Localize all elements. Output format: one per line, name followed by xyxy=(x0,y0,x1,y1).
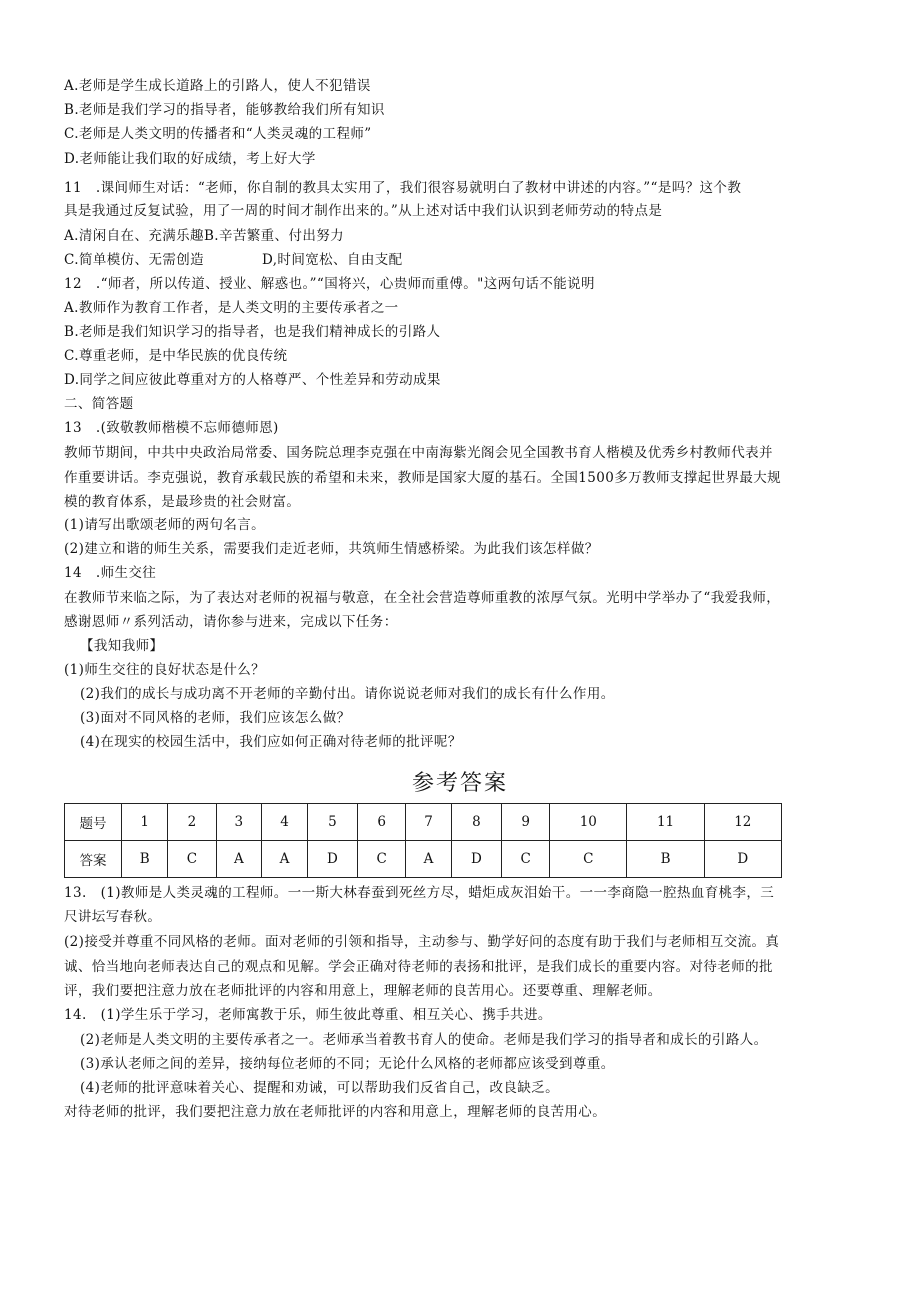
q12-option-a: A.教师作为教育工作者，是人类文明的主要传承者之一 xyxy=(64,300,399,316)
answer-cell: C xyxy=(168,841,216,878)
a14-p3: (3)承认老师之间的差异，接纳每位老师的不同；无论什么风格的老师都应该受到尊重。 xyxy=(80,1056,615,1072)
q14-sub2: (2)我们的成长与成功离不开老师的辛勤付出。请你说说老师对我们的成长有什么作用。 xyxy=(80,686,615,702)
answer-table-row-label: 题号 xyxy=(65,804,122,841)
answer-cell: D xyxy=(704,841,781,878)
q14-section-label: 【我知我师】 xyxy=(80,638,164,654)
a13-p1-line2: 尺讲坛写春秋。 xyxy=(64,909,162,925)
answer-cell: C xyxy=(358,841,406,878)
answer-table-row-label: 答案 xyxy=(65,841,122,878)
q10-option-b: B.老师是我们学习的指导者，能够教给我们所有知识 xyxy=(64,102,385,118)
question-number-cell: 2 xyxy=(168,804,216,841)
answer-cell: D xyxy=(451,841,501,878)
a14-p5: 对待老师的批评，我们要把注意力放在老师批评的内容和用意上，理解老师的良苦用心。 xyxy=(64,1104,607,1120)
question-number-cell: 10 xyxy=(550,804,627,841)
q12-option-d: D.同学之间应彼此尊重对方的人格尊严、个性差异和劳动成果 xyxy=(64,372,441,388)
q14-sub3: (3)面对不同风格的老师，我们应该怎么做？ xyxy=(80,710,351,726)
q11-stem-line1: 11 .课间师生对话：“老师，你自制的教具太实用了，我们很容易就明白了教材中讲述的内容。”“是吗？这个教 xyxy=(64,180,742,196)
q14-body-line2: 感谢恩师〃系列活动，请你参与进来，完成以下任务： xyxy=(64,614,398,630)
q13-body-line1: 教师节期间，中共中央政治局常委、国务院总理李克强在中南海紫光阁会见全国教书育人楷模及优秀乡村教师代表并 xyxy=(64,445,773,461)
q10-option-c: C.老师是人类文明的传播者和“人类灵魂的工程师” xyxy=(64,126,372,142)
q13-heading: 13 .(致敬教师楷模不忘师德师恩) xyxy=(64,420,279,436)
q11-options-ab: A.清闲自在、充满乐趣B.辛苦繁重、付出努力 xyxy=(64,228,345,244)
question-number-cell: 12 xyxy=(704,804,781,841)
a13-p2-line3: 评，我们要把注意力放在老师批评的内容和用意上，理解老师的良苦用心。还要尊重、理解老师。 xyxy=(64,983,662,999)
q10-option-d: D.老师能让我们取的好成绩，考上好大学 xyxy=(64,151,316,167)
question-number-cell: 9 xyxy=(502,804,550,841)
answer-cell: C xyxy=(550,841,627,878)
answer-cell: C xyxy=(502,841,550,878)
question-number-cell: 11 xyxy=(627,804,704,841)
q12-option-c: C.尊重老师，是中华民族的优良传统 xyxy=(64,348,288,364)
q14-sub1: (1)师生交往的良好状态是什么？ xyxy=(64,662,266,678)
answer-cell: D xyxy=(307,841,357,878)
q12-stem: 12 .“师者，所以传道、授业、解惑也。”“国将兴，心贵师而重傅。"这两句话不能说明 xyxy=(64,276,595,292)
question-number-cell: 8 xyxy=(451,804,501,841)
q14-sub4: (4)在现实的校园生活中，我们应如何正确对待老师的批评呢？ xyxy=(80,734,462,750)
question-number-cell: 3 xyxy=(216,804,262,841)
answer-cell: A xyxy=(262,841,308,878)
question-number-cell: 7 xyxy=(406,804,452,841)
q12-option-b: B.老师是我们知识学习的指导者，也是我们精神成长的引路人 xyxy=(64,324,441,340)
q13-sub2: (2)建立和谐的师生关系，需要我们走近老师，共筑师生情感桥梁。为此我们该怎样做？ xyxy=(64,541,599,557)
answers-title: 参考答案 xyxy=(411,771,508,796)
a13-p2-line2: 诚、恰当地向老师表达自己的观点和见解。学会正确对待老师的表扬和批评，是我们成长的重要内容。对待老师的批 xyxy=(64,959,773,975)
a14-p4: (4)老师的批评意味着关心、提醒和劝诫，可以帮助我们反省自己，改良缺乏。 xyxy=(80,1080,560,1096)
q11-stem-line2: 具是我通过反复试验，用了一周的时间才制作出来的。”从上述对话中我们认识到老师劳动的特点是 xyxy=(64,203,663,219)
q13-body-line2: 作重要讲话。李克强说，教育承载民族的希望和未来，教师是国家大厦的基石。全国1500多万教师支撑起世界最大规 xyxy=(64,470,782,486)
q10-option-a: A.老师是学生成长道路上的引路人，使人不犯错误 xyxy=(64,78,371,94)
answer-cell: A xyxy=(216,841,262,878)
q13-body-line3: 模的教育体系，是最珍贵的社会财富。 xyxy=(64,494,301,510)
a13-p1-line1: 13. (1)教师是人类灵魂的工程师。一一斯大林春蚕到死丝方尽，蜡炬成灰泪始干。一一李商隐一腔热血育桃李，三 xyxy=(64,885,775,901)
q11-option-c: C.简单模仿、无需创造 xyxy=(64,252,205,268)
answer-table xyxy=(64,803,782,878)
question-number-cell: 5 xyxy=(307,804,357,841)
answer-table-number-row xyxy=(65,804,782,841)
a14-p1: 14. (1)学生乐于学习，老师寓教于乐，师生彼此尊重、相互关心、携手共进。 xyxy=(64,1007,552,1023)
q13-sub1: (1)请写出歌颂老师的两句名言。 xyxy=(64,517,266,533)
question-number-cell: 1 xyxy=(122,804,168,841)
a14-p2: (2)老师是人类文明的主要传承者之一。老师承当着教书育人的使命。老师是我们学习的指导者和成长的引路人。 xyxy=(80,1032,768,1048)
answer-cell: B xyxy=(122,841,168,878)
answer-cell: A xyxy=(406,841,452,878)
question-number-cell: 6 xyxy=(358,804,406,841)
q14-heading: 14 .师生交往 xyxy=(64,565,157,581)
q11-option-d: D,时间宽松、自由支配 xyxy=(262,252,403,268)
answer-cell: B xyxy=(627,841,704,878)
a13-p2-line1: (2)接受并尊重不同风格的老师。面对老师的引领和指导，主动参与、勤学好问的态度有助于我们与老师相互交流。真 xyxy=(64,934,780,950)
answer-table-answer-row xyxy=(65,841,782,878)
q14-body-line1: 在教师节来临之际，为了表达对老师的祝福与敬意，在全社会营造尊师重教的浓厚气氛。光明中学举办了“我爱我师， xyxy=(64,590,781,606)
section-title-short-answer: 二、简答题 xyxy=(64,396,134,412)
question-number-cell: 4 xyxy=(262,804,308,841)
